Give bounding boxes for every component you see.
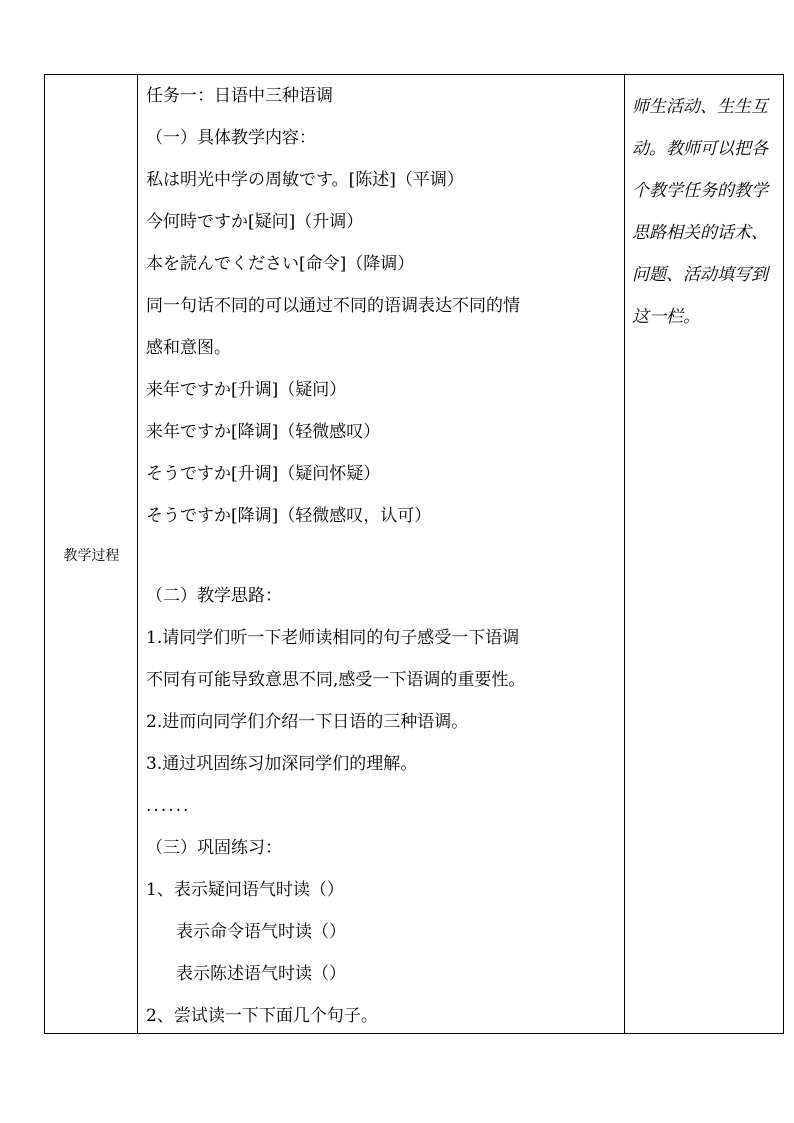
teaching-idea: 1.请同学们听一下老师读相同的句子感受一下语调 bbox=[146, 628, 520, 648]
section-heading: （三）巩固练习： bbox=[146, 838, 282, 858]
teaching-idea: 2.进而向同学们介绍一下日语的三种语调。 bbox=[146, 712, 469, 732]
table-divider-2 bbox=[624, 74, 625, 1034]
row-label-cell bbox=[46, 76, 137, 1034]
section-heading: （一）具体教学内容： bbox=[146, 128, 316, 148]
table-divider-1 bbox=[137, 74, 138, 1034]
example-sentence: 今何時ですか[疑问]（升调） bbox=[146, 212, 364, 232]
activity-note: 师生活动、生生互动。教师可以把各个教学任务的教学思路相关的话术、问题、活动填写到这一栏。 bbox=[632, 97, 768, 327]
blank-line bbox=[146, 548, 620, 586]
example-sentence: 本を読んでください[命令]（降调） bbox=[146, 254, 415, 274]
example-sentence: そうですか[降调]（轻微感叹，认可） bbox=[146, 506, 432, 526]
teaching-idea: 不同有可能导致意思不同,感受一下语调的重要性。 bbox=[146, 670, 526, 690]
task-title: 任务一：日语中三种语调 bbox=[146, 86, 333, 106]
row-label: 教学过程 bbox=[63, 548, 120, 564]
example-sentence: そうですか[升调]（疑问怀疑） bbox=[146, 464, 381, 484]
explanation-text: 感和意图。 bbox=[146, 338, 231, 358]
teaching-idea: 3.通过巩固练习加深同学们的理解。 bbox=[146, 754, 418, 774]
example-sentence: 来年ですか[降调]（轻微感叹） bbox=[146, 422, 381, 442]
exercise-item: 1、表示疑问语气时读（） bbox=[146, 880, 344, 900]
example-sentence: 私は明光中学の周敏です。[陈述]（平调） bbox=[146, 170, 464, 190]
exercise-item: 表示陈述语气时读（） bbox=[176, 964, 346, 984]
example-sentence: 来年ですか[升调]（疑问） bbox=[146, 380, 347, 400]
table-right-border bbox=[783, 74, 784, 1034]
exercise-item: 表示命令语气时读（） bbox=[176, 922, 346, 942]
exercise-item: 2、尝试读一下下面几个句子。 bbox=[146, 1006, 378, 1026]
table-top-border bbox=[44, 74, 784, 75]
explanation-text: 同一句话不同的可以通过不同的语调表达不同的情 bbox=[146, 296, 520, 316]
ellipsis: ...... bbox=[146, 796, 191, 816]
teaching-content-cell bbox=[146, 86, 620, 1048]
table-left-border bbox=[44, 74, 45, 1034]
section-heading: （二）教学思路： bbox=[146, 586, 282, 606]
